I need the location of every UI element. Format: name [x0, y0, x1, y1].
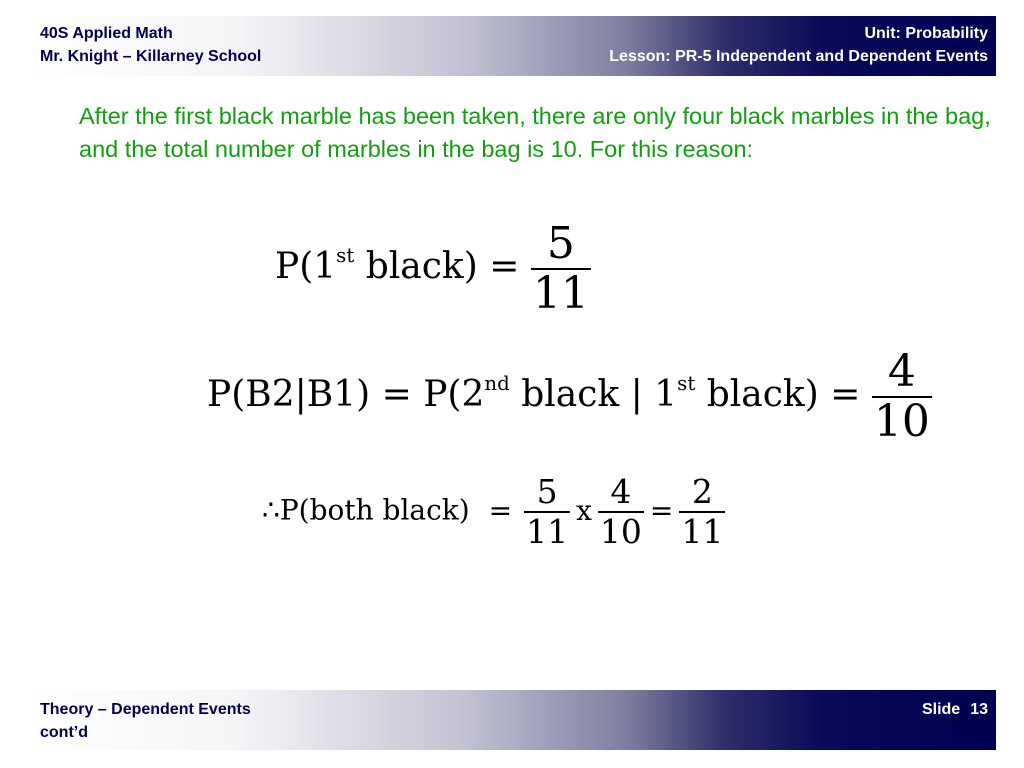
body-paragraph: After the first black marble has been taken, there are only four black marbles in the bag, and the total number of marbles in the bag is 10. For this reason:	[79, 103, 991, 162]
f3-equals-2: =	[649, 493, 674, 527]
teacher-name: Mr. Knight – Killarney School	[40, 48, 262, 65]
f2-sup2: st	[677, 372, 696, 396]
f2-prefix: P(B2|B1) = P(2	[207, 374, 485, 415]
f3-equals-1: =	[488, 493, 513, 527]
formula-both-black	[262, 472, 727, 551]
lesson-title: Lesson: PR-5 Independent and Dependent Events	[609, 48, 988, 65]
f3-numerator-3: 2	[691, 472, 713, 511]
footer-title	[40, 698, 251, 744]
course-info	[40, 22, 261, 68]
f1-sup: st	[336, 244, 355, 268]
header-bar	[28, 16, 996, 76]
slide-label: Slide	[921, 701, 961, 718]
f2-suffix: black) =	[695, 374, 861, 415]
footer-title-line1: Theory – Dependent Events	[40, 701, 251, 718]
course-title: 40S Applied Math	[40, 25, 173, 42]
f3-fraction-1	[524, 472, 570, 551]
f3-prefix: ∴P(both black)	[262, 493, 470, 527]
f1-suffix: black) =	[354, 246, 520, 287]
f3-times: x	[576, 493, 592, 527]
f2-denominator: 10	[873, 396, 930, 447]
footer-bar	[28, 690, 996, 750]
f3-fraction-3	[679, 472, 725, 551]
f3-denominator-1: 11	[526, 512, 569, 551]
f1-fraction	[531, 218, 591, 319]
f2-sup1: nd	[484, 372, 510, 396]
f3-denominator-3: 11	[681, 512, 724, 551]
f1-numerator: 5	[546, 218, 575, 269]
formula-first-black	[275, 218, 591, 319]
slide-number: 13	[970, 701, 988, 718]
f2-fraction	[872, 346, 932, 447]
f1-prefix: P(1	[275, 246, 337, 287]
f3-numerator-2: 4	[610, 472, 632, 511]
f2-numerator: 4	[887, 346, 916, 397]
f3-fraction-2	[598, 472, 644, 551]
f2-middle: black | 1	[509, 374, 678, 415]
unit-title: Unit: Probability	[864, 25, 988, 42]
lesson-info	[609, 22, 988, 68]
f1-denominator: 11	[532, 268, 589, 319]
f3-denominator-2: 10	[599, 512, 642, 551]
slide-indicator	[922, 698, 988, 721]
formula-conditional	[207, 346, 932, 447]
footer-title-line2: cont’d	[40, 724, 88, 741]
f3-numerator-1: 5	[536, 472, 558, 511]
